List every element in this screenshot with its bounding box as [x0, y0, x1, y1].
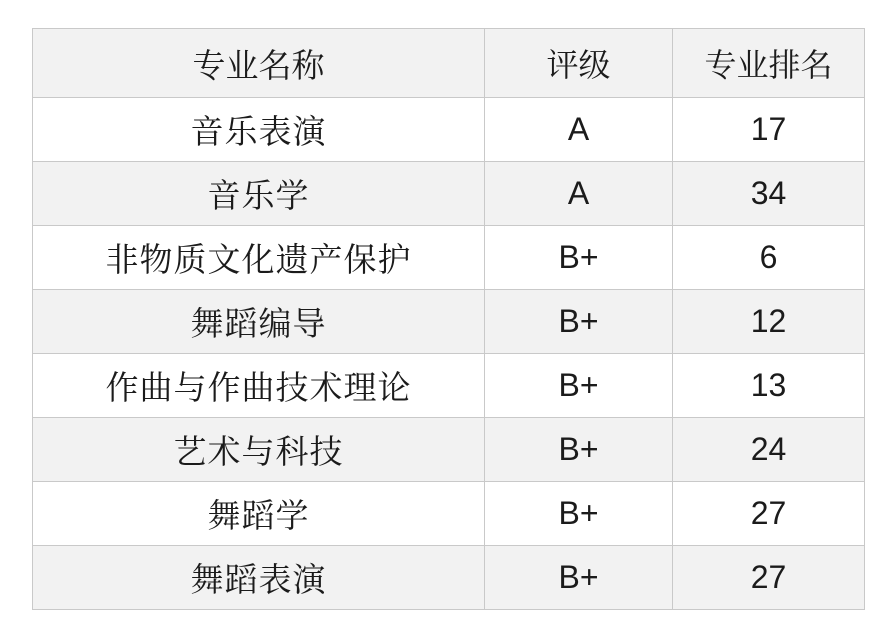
table-row [33, 226, 865, 290]
cell-rank: 6 [673, 226, 865, 290]
table-row [33, 98, 865, 162]
cell-major-name: 音乐学 [33, 162, 485, 226]
cell-major-name: 作曲与作曲技术理论 [33, 354, 485, 418]
cell-major-name: 非物质文化遗产保护 [33, 226, 485, 290]
table-row [33, 546, 865, 610]
table-row [33, 354, 865, 418]
table-row [33, 482, 865, 546]
cell-grade: B+ [485, 226, 673, 290]
table-header-row [33, 29, 865, 98]
cell-grade: A [485, 98, 673, 162]
cell-major-name: 舞蹈编导 [33, 290, 485, 354]
cell-rank: 27 [673, 546, 865, 610]
cell-major-name: 舞蹈学 [33, 482, 485, 546]
cell-grade: B+ [485, 290, 673, 354]
cell-rank: 24 [673, 418, 865, 482]
column-header-rank: 专业排名 [673, 29, 865, 98]
cell-grade: B+ [485, 354, 673, 418]
major-ranking-table [32, 28, 865, 610]
cell-rank: 12 [673, 290, 865, 354]
cell-grade: A [485, 162, 673, 226]
table-body [33, 98, 865, 610]
cell-major-name: 艺术与科技 [33, 418, 485, 482]
cell-major-name: 舞蹈表演 [33, 546, 485, 610]
cell-major-name: 音乐表演 [33, 98, 485, 162]
cell-rank: 34 [673, 162, 865, 226]
table-row [33, 162, 865, 226]
table-row [33, 418, 865, 482]
table-row [33, 290, 865, 354]
cell-grade: B+ [485, 482, 673, 546]
table-header [33, 29, 865, 98]
column-header-grade: 评级 [485, 29, 673, 98]
column-header-major-name: 专业名称 [33, 29, 485, 98]
cell-rank: 27 [673, 482, 865, 546]
cell-rank: 17 [673, 98, 865, 162]
cell-grade: B+ [485, 418, 673, 482]
cell-grade: B+ [485, 546, 673, 610]
cell-rank: 13 [673, 354, 865, 418]
